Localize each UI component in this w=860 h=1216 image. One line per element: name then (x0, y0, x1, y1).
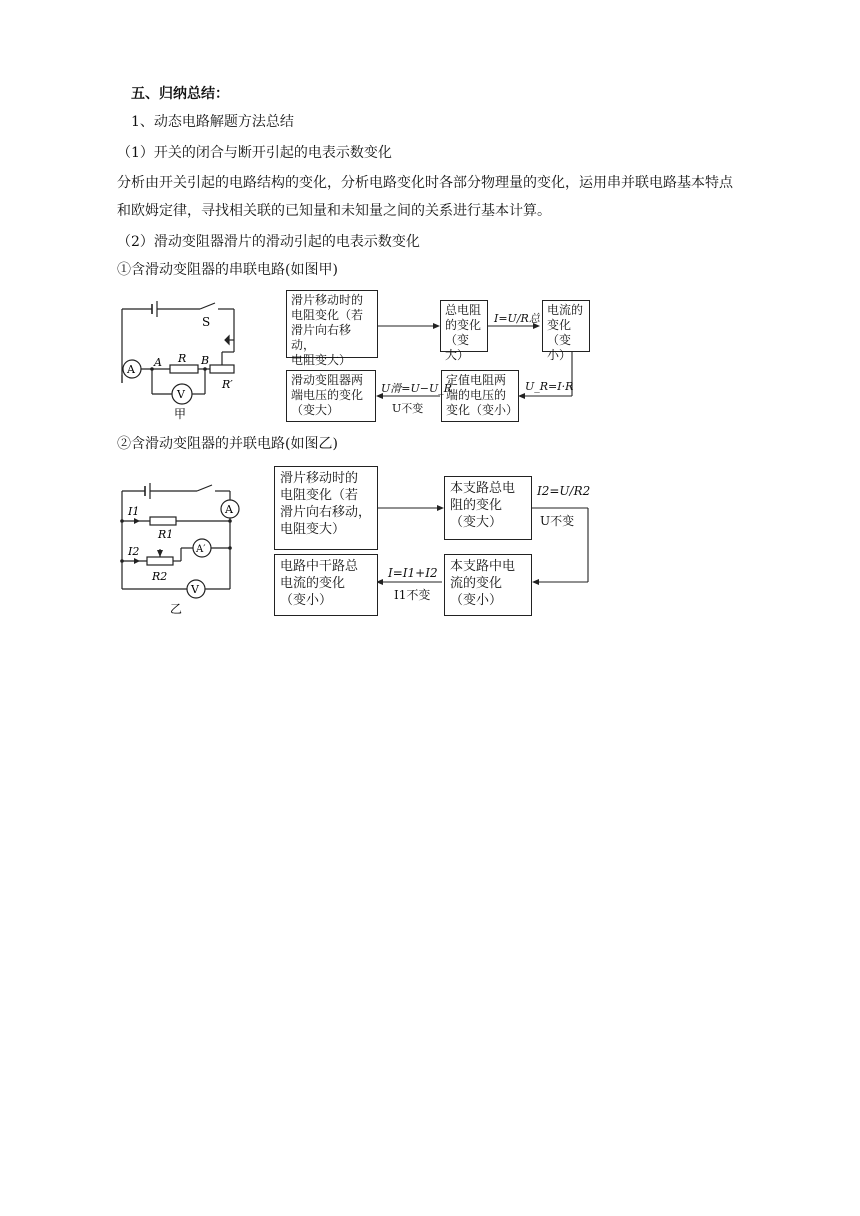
box-branch-current: 本支路中电 流的变化 （变小） (444, 554, 532, 616)
box-slider-resistance-change: 滑片移动时的 电阻变化（若 滑片向右移动， 电阻变大） (274, 466, 378, 550)
item-1-title: （1）开关的闭合与断开引起的电表示数变化 (117, 145, 392, 161)
circuit-diagram-yi (112, 478, 252, 618)
section-heading: 五、归纳总结： (131, 86, 229, 102)
ammeter-branch-label: A′ (196, 544, 206, 555)
figure-caption-jia: 甲 (174, 407, 187, 421)
arrow-label-ohm-total: I=U/R总 (494, 312, 540, 325)
arrow-label-i2: I2=U/R2 (537, 484, 591, 498)
current-i2-label: I2 (128, 545, 140, 558)
paragraph-line-2: 和欧姆定律，寻找相关联的已知量和未知量之间的关系进行基本计算。 (117, 203, 551, 219)
case-2-title: ②含滑动变阻器的并联电路(如图乙) (117, 436, 338, 452)
circuit-diagram-jia (112, 292, 252, 422)
voltmeter-label: V (191, 583, 199, 596)
arrow-label-u-constant: U不变 (540, 514, 575, 528)
rheostat-label: R′ (222, 378, 233, 391)
flowchart-series (280, 290, 600, 426)
box-slider-resistance-change: 滑片移动时的 电阻变化（若 滑片向右移动， 电阻变大） (286, 290, 378, 358)
arrow-label-i1-constant: I1不变 (394, 588, 431, 602)
box-rheostat-voltage: 滑动变阻器两 端电压的变化 （变大） (286, 370, 376, 422)
case-1-title: ①含滑动变阻器的串联电路(如图甲) (117, 262, 338, 278)
item-2-title: （2）滑动变阻器滑片的滑动引起的电表示数变化 (117, 234, 420, 250)
box-total-resistance: 总电阻 的变化 （变大） (440, 300, 488, 352)
ammeter-label: A (225, 503, 233, 516)
arrow-label-uslide: U滑=U−U_R (381, 382, 453, 395)
subsection-title: 1、动态电路解题方法总结 (131, 114, 294, 130)
box-current-change: 电流的 变化 （变小） (542, 300, 590, 352)
figure-caption-yi: 乙 (170, 602, 183, 616)
flowchart-parallel (270, 462, 600, 618)
current-i1-label: I1 (128, 505, 140, 518)
switch-label: S (202, 315, 211, 329)
arrow-label-u-constant: U不变 (392, 402, 424, 415)
ammeter-label: A (127, 363, 135, 376)
voltmeter-label: V (177, 388, 185, 401)
resistor-r2-label: R2 (152, 570, 168, 583)
arrow-label-total-current: I=I1+I2 (388, 566, 438, 580)
resistor-r-label: R (178, 352, 187, 365)
node-a-label: A (154, 356, 162, 369)
box-fixed-resistor-voltage: 定值电阻两 端的电压的 变化（变小） (441, 370, 519, 422)
node-b-label: B (201, 354, 210, 367)
arrow-label-ur: U_R=I·R (525, 380, 574, 393)
box-branch-total-resistance: 本支路总电 阻的变化 （变大） (444, 476, 532, 540)
paragraph-line-1: 分析由开关引起的电路结构的变化，分析电路变化时各部分物理量的变化，运用串并联电路基本特点 (117, 175, 733, 191)
resistor-r1-label: R1 (158, 528, 174, 541)
box-main-current: 电路中干路总 电流的变化 （变小） (274, 554, 378, 616)
